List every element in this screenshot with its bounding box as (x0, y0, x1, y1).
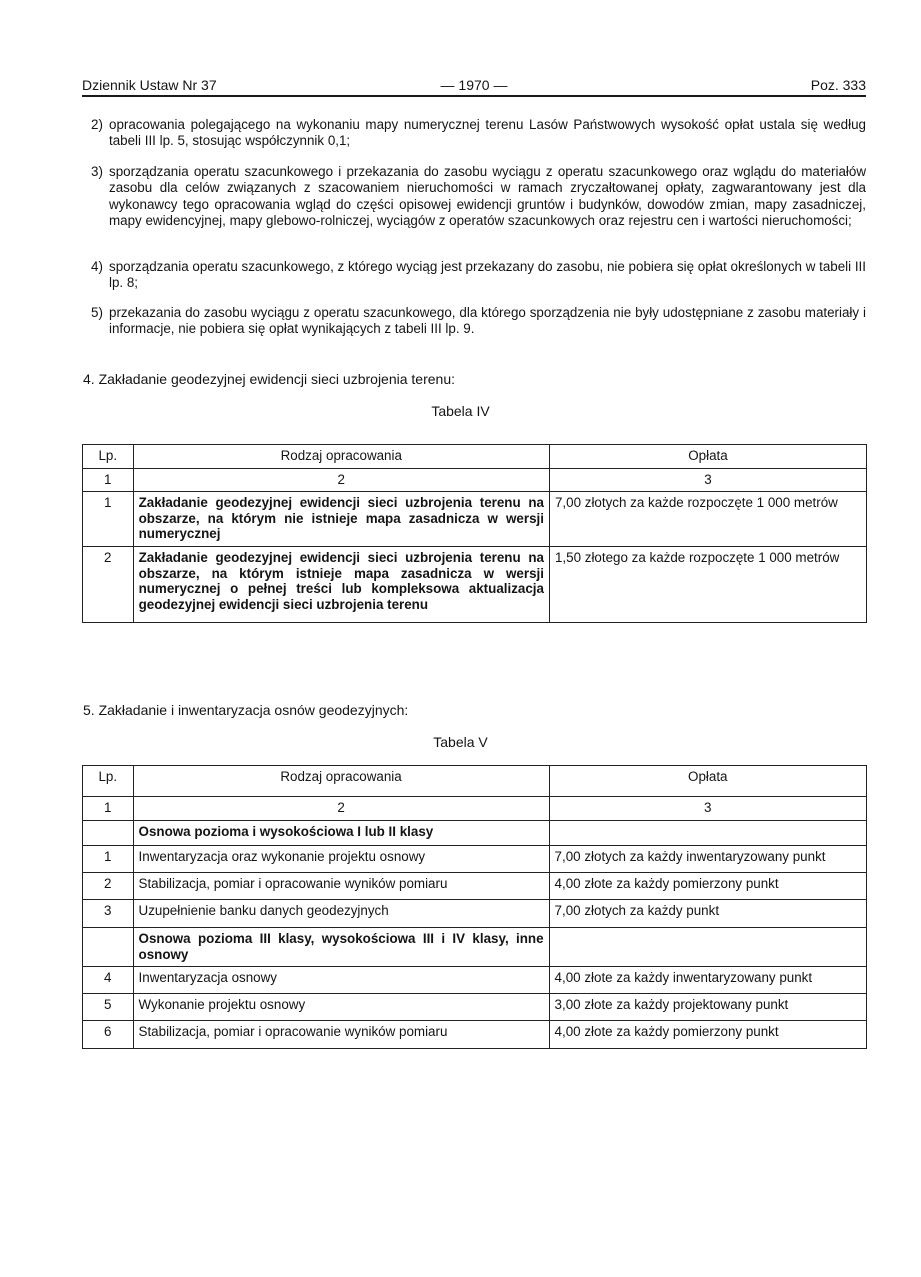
table-header-row (83, 766, 867, 797)
section-5-title: 5. Zakładanie i inwentaryzacja osnów geodezyjnych: (83, 702, 409, 718)
row-rodzaj: Stabilizacja, pomiar i opracowanie wyników pomiaru (133, 872, 549, 900)
row-oplata: 4,00 złote za każdy pomierzony punkt (549, 1021, 866, 1049)
row-rodzaj: Inwentaryzacja osnowy (133, 967, 549, 994)
header-cell: Rodzaj opracowania (133, 766, 549, 797)
table-number-row (83, 797, 867, 821)
header-cell: Lp. (83, 445, 134, 469)
table-row (83, 1021, 867, 1049)
list-item-text: sporządzania operatu szacunkowego i przekazania do zasobu wyciągu z operatu szacunkowego oraz wglądu do materiałów zasobu dla celów związanych z szacowaniem nieruchomości w ramach zryczałtowanej opłaty, zagwarantowany jest dla wykonawcy tego opracowania wgląd do części opisowej ewidencji gruntów i budynków, dowodów zmian, mapy zasadniczej, mapy ewidencyjnej, mapy glebowo-rolniczej, wyciągów z operatów szacunkowych oraz rejestru cen i wartości nieruchomości; (109, 164, 866, 229)
table-5 (82, 765, 867, 1049)
table-4-caption: Tabela IV (431, 403, 490, 419)
list-item-number: 5) (91, 305, 103, 320)
row-rodzaj: Stabilizacja, pomiar i opracowanie wyników pomiaru (133, 1021, 549, 1049)
table-row (83, 993, 867, 1021)
row-oplata: 7,00 złotych za każde rozpoczęte 1 000 metrów (549, 492, 866, 547)
list-item (83, 117, 866, 150)
table-header-row (83, 445, 867, 469)
row-lp: 1 (83, 492, 134, 547)
journal-title: Dziennik Ustaw Nr 37 (82, 77, 217, 93)
row-rodzaj: Zakładanie geodezyjnej ewidencji sieci uzbrojenia terenu na obszarze, na którym nie istnieje mapa zasadnicza w wersji numerycznej (133, 492, 549, 547)
list-item (83, 305, 866, 338)
row-lp: 4 (83, 967, 134, 994)
column-number: 1 (83, 797, 134, 821)
row-oplata: 7,00 złotych za każdy punkt (549, 900, 866, 928)
row-oplata: 4,00 złote za każdy pomierzony punkt (549, 872, 866, 900)
list-item-text: opracowania polegającego na wykonaniu mapy numerycznej terenu Lasów Państwowych wysokość opłat ustala się według tabeli III lp. 5, stosując współczynnik 0,1; (109, 117, 866, 149)
list-item (83, 164, 866, 230)
header-cell: Opłata (549, 766, 866, 797)
group-row (83, 820, 867, 846)
section-4-title: 4. Zakładanie geodezyjnej ewidencji sieci uzbrojenia terenu: (83, 371, 456, 387)
list-item-number: 4) (91, 259, 103, 274)
list-item-text: sporządzania operatu szacunkowego, z którego wyciąg jest przekazany do zasobu, nie pobiera się opłat określonych w tabeli III lp. 8; (109, 259, 867, 291)
row-oplata: 4,00 złote za każdy inwentaryzowany punkt (549, 967, 866, 994)
group-row (83, 927, 867, 966)
group-heading: Osnowa pozioma i wysokościowa I lub II klasy (133, 820, 549, 846)
list-item-number: 2) (91, 117, 103, 132)
empty-cell (549, 927, 866, 966)
row-oplata: 1,50 złotego za każde rozpoczęte 1 000 metrów (549, 546, 866, 622)
row-rodzaj: Inwentaryzacja oraz wykonanie projektu osnowy (133, 846, 549, 873)
header-cell: Rodzaj opracowania (133, 445, 549, 469)
empty-cell (83, 820, 134, 846)
table-5-caption: Tabela V (433, 734, 488, 750)
row-lp: 2 (83, 546, 134, 622)
page-number: — 1970 — (440, 77, 508, 93)
row-rodzaj: Zakładanie geodezyjnej ewidencji sieci uzbrojenia terenu na obszarze, na którym istnieje mapa zasadnicza w wersji numerycznej o pełnej treści lub kompleksowa aktualizacja geodezyjnej ewidencji sieci uzbrojenia terenu (133, 546, 549, 622)
row-rodzaj: Wykonanie projektu osnowy (133, 993, 549, 1021)
group-heading: Osnowa pozioma III klasy, wysokościowa III i IV klasy, inne osnowy (133, 927, 549, 966)
row-oplata: 3,00 złote za każdy projektowany punkt (549, 993, 866, 1021)
table-row (83, 846, 867, 873)
table-row (83, 546, 867, 622)
header-cell: Opłata (549, 445, 866, 469)
row-lp: 2 (83, 872, 134, 900)
table-row (83, 900, 867, 928)
row-lp: 5 (83, 993, 134, 1021)
column-number: 3 (549, 797, 866, 821)
row-oplata: 7,00 złotych za każdy inwentaryzowany punkt (549, 846, 866, 873)
list-item-number: 3) (91, 164, 103, 179)
column-number: 1 (83, 468, 134, 492)
column-number: 2 (133, 468, 549, 492)
empty-cell (83, 927, 134, 966)
position-number: Poz. 333 (810, 77, 866, 93)
header-cell: Lp. (83, 766, 134, 797)
row-lp: 6 (83, 1021, 134, 1049)
table-row (83, 872, 867, 900)
empty-cell (549, 820, 866, 846)
row-lp: 3 (83, 900, 134, 928)
row-lp: 1 (83, 846, 134, 873)
list-item-text: przekazania do zasobu wyciągu z operatu szacunkowego, dla którego sporządzenia nie były udostępniane z zasobu materiały i informacje, nie pobiera się opłat wynikających z tabeli III lp. 9. (109, 305, 866, 337)
row-rodzaj: Uzupełnienie banku danych geodezyjnych (133, 900, 549, 928)
column-number: 2 (133, 797, 549, 821)
page-header (82, 77, 866, 97)
list-item (83, 259, 866, 292)
table-row (83, 492, 867, 547)
table-4 (82, 444, 867, 623)
table-row (83, 967, 867, 994)
table-number-row (83, 468, 867, 492)
column-number: 3 (549, 468, 866, 492)
